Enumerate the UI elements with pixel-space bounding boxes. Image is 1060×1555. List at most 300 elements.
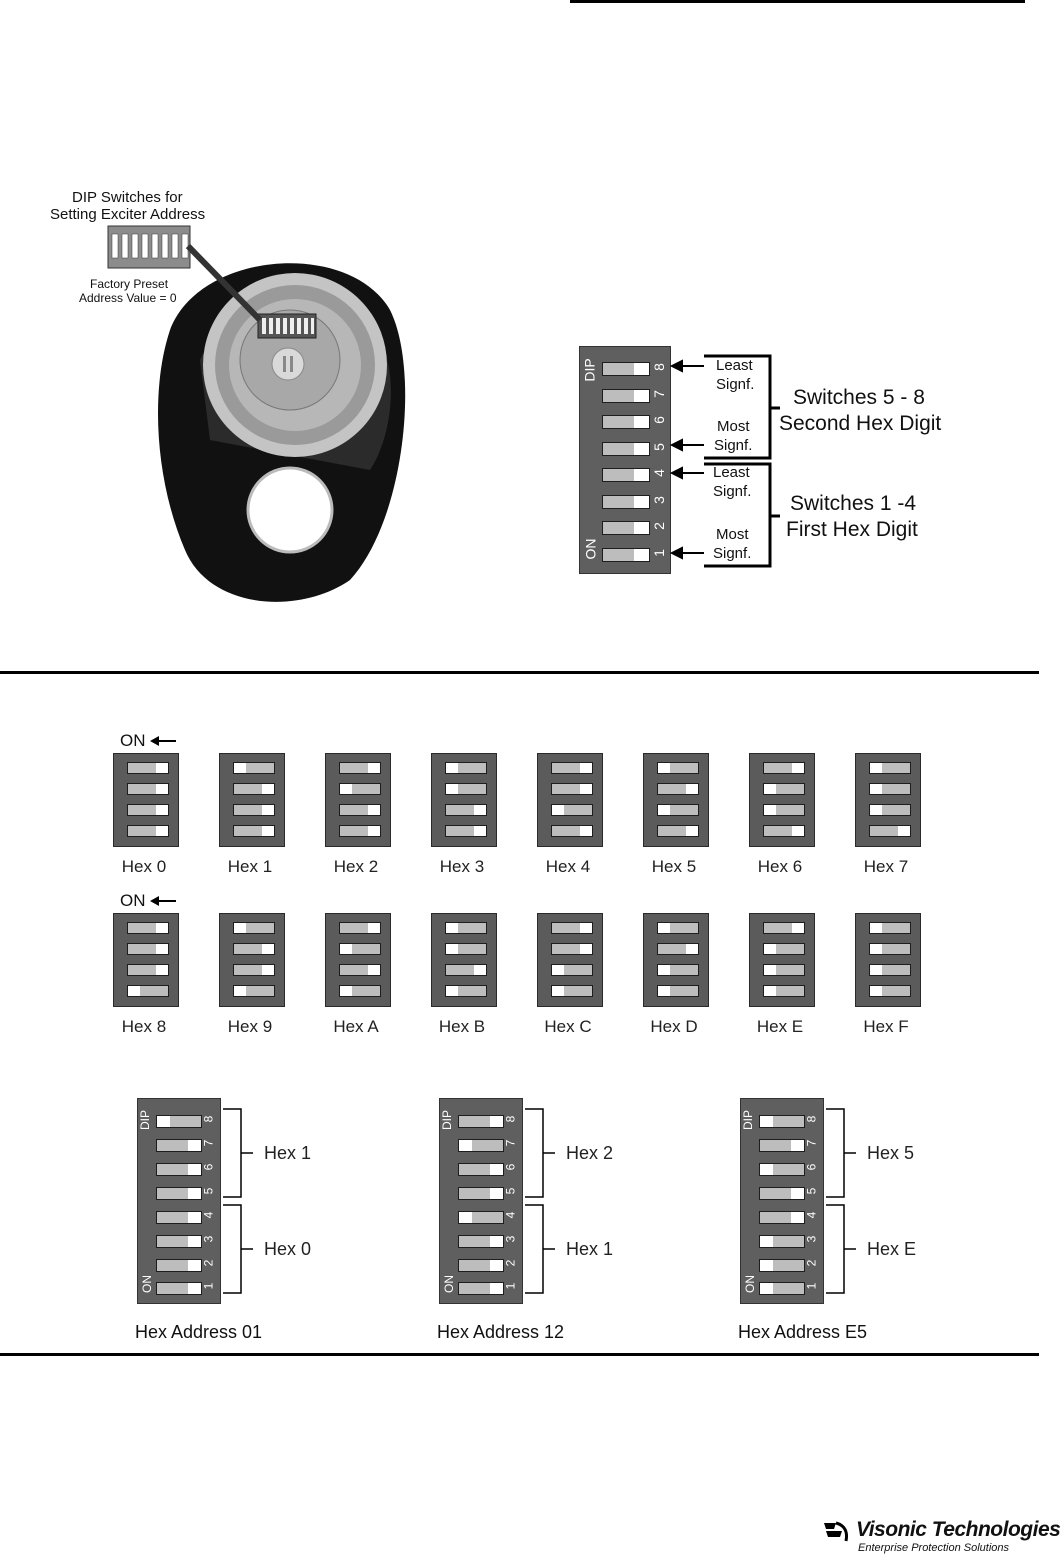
hex-switch-knob — [234, 986, 246, 996]
dip-label: DIP — [581, 358, 598, 382]
lower-most-line2: Signf. — [713, 545, 752, 562]
hex-switch-box — [113, 753, 179, 847]
hex-switch-slot — [869, 943, 911, 955]
hex-switch-knob — [792, 826, 804, 836]
on-arrow-icon-row1 — [150, 734, 178, 748]
hex-switch-knob — [262, 944, 274, 954]
example-switch-number: 8 — [503, 1115, 518, 1123]
hex-switch-slot — [869, 825, 911, 837]
hex-switch-box — [325, 753, 391, 847]
dip-switch-number: 4 — [650, 469, 667, 477]
example-switch-number: 6 — [804, 1163, 819, 1171]
example-switch-number: 6 — [503, 1163, 518, 1171]
hex-switch-box — [855, 753, 921, 847]
hex-switch-box — [325, 913, 391, 1007]
hex-switch-knob — [658, 923, 670, 933]
example-switch-slot — [156, 1211, 202, 1224]
hex-switch-knob — [368, 805, 380, 815]
hex-switch-slot — [339, 943, 381, 955]
hex-switch-knob — [658, 763, 670, 773]
example-switch-knob — [490, 1260, 503, 1271]
example-switch-slot — [458, 1115, 504, 1128]
hex-value-label: Hex B — [438, 1017, 486, 1036]
hex-switch-slot — [445, 964, 487, 976]
hex-switch-slot — [339, 985, 381, 997]
hex-switch-slot — [763, 783, 805, 795]
hex-switch-knob — [368, 826, 380, 836]
dip-switch-slot — [602, 468, 650, 482]
hex-switch-slot — [869, 762, 911, 774]
example-switch-number: 5 — [503, 1187, 518, 1195]
example-on-label: ON — [743, 1275, 757, 1293]
example-switch-knob — [490, 1188, 503, 1199]
example-switch-number: 4 — [201, 1211, 216, 1219]
example-switch-knob — [188, 1212, 201, 1223]
example-switch-knob — [188, 1188, 201, 1199]
hex-switch-knob — [870, 986, 882, 996]
hex-switch-knob — [262, 965, 274, 975]
dip-switch-number: 5 — [650, 443, 667, 451]
dip-switch-number: 3 — [650, 496, 667, 504]
example-switch-knob — [791, 1188, 804, 1199]
dip-switch-knob — [634, 496, 649, 508]
hex-switch-slot — [233, 825, 275, 837]
dip-switch-number: 8 — [650, 363, 667, 371]
dip-switch-slot — [602, 362, 650, 376]
hex-switch-knob — [156, 763, 168, 773]
dip-switch-knob — [634, 549, 649, 561]
hex-switch-slot — [657, 922, 699, 934]
example-switch-number: 3 — [804, 1235, 819, 1243]
lower-least-line1: Least — [713, 464, 750, 481]
example-switch-slot — [759, 1115, 805, 1128]
example-switch-slot — [458, 1187, 504, 1200]
example-caption: Hex Address 12 — [437, 1322, 565, 1342]
example-switch-number: 8 — [201, 1115, 216, 1123]
example-switch-knob — [791, 1212, 804, 1223]
hex-switch-slot — [339, 762, 381, 774]
hex-switch-slot — [339, 804, 381, 816]
hex-switch-slot — [445, 943, 487, 955]
hex-switch-box — [219, 913, 285, 1007]
dip-switch-number: 7 — [650, 390, 667, 398]
example-switch-slot — [458, 1259, 504, 1272]
example-switch-number: 2 — [201, 1259, 216, 1267]
hex-value-label: Hex 2 — [333, 857, 379, 876]
hex-switch-slot — [869, 985, 911, 997]
hex-switch-slot — [127, 943, 169, 955]
hex-switch-slot — [339, 922, 381, 934]
hex-switch-slot — [233, 783, 275, 795]
hex-switch-slot — [445, 762, 487, 774]
hex-switch-knob — [446, 784, 458, 794]
example-switch-number: 5 — [804, 1187, 819, 1195]
footer-brand: Visonic Technologies — [856, 1518, 1060, 1541]
hex-switch-slot — [233, 943, 275, 955]
hex-value-label: Hex 5 — [651, 857, 697, 876]
hex-switch-box — [431, 913, 497, 1007]
example-switch-slot — [759, 1187, 805, 1200]
hex-switch-knob — [262, 805, 274, 815]
hex-switch-knob — [156, 826, 168, 836]
hex-switch-knob — [156, 944, 168, 954]
hex-switch-knob — [792, 763, 804, 773]
example-switch-knob — [760, 1236, 773, 1247]
hex-switch-knob — [446, 923, 458, 933]
hex-value-label: Hex 8 — [121, 1017, 167, 1036]
top-rule — [570, 0, 1025, 3]
hex-switch-slot — [339, 964, 381, 976]
hex-switch-box — [537, 753, 603, 847]
hex-switch-slot — [551, 943, 593, 955]
hex-switch-knob — [580, 826, 592, 836]
hex-switch-knob — [552, 965, 564, 975]
hex-switch-slot — [127, 922, 169, 934]
example-switch-slot — [458, 1139, 504, 1152]
hex-switch-knob — [156, 805, 168, 815]
lower-group-line2: First Hex Digit — [786, 518, 918, 541]
example-switch-number: 2 — [503, 1259, 518, 1267]
example-switch-slot — [156, 1282, 202, 1295]
hex-switch-knob — [792, 923, 804, 933]
hex-switch-knob — [686, 826, 698, 836]
hex-switch-slot — [445, 783, 487, 795]
example-switch-slot — [759, 1282, 805, 1295]
hex-switch-slot — [869, 804, 911, 816]
example-switch-slot — [458, 1282, 504, 1295]
section-rule-1 — [0, 671, 1039, 674]
example-switch-slot — [759, 1235, 805, 1248]
hex-switch-knob — [234, 923, 246, 933]
hex-switch-knob — [580, 923, 592, 933]
example-switch-knob — [791, 1140, 804, 1151]
hex-switch-slot — [445, 985, 487, 997]
hex-value-label: Hex 6 — [757, 857, 803, 876]
example-switch-slot — [759, 1139, 805, 1152]
hex-switch-slot — [233, 922, 275, 934]
dip-switch-knob — [634, 443, 649, 455]
hex-switch-box — [537, 913, 603, 1007]
example-bracket — [826, 1107, 860, 1297]
example-switch-slot — [759, 1163, 805, 1176]
upper-group-line1: Switches 5 - 8 — [793, 386, 925, 409]
hex-switch-box — [113, 913, 179, 1007]
example-switch-slot — [458, 1235, 504, 1248]
hex-on-label-row2: ON — [120, 891, 146, 910]
example-dip-label: DIP — [138, 1109, 153, 1131]
upper-group-line2: Second Hex Digit — [779, 412, 942, 435]
example-bracket — [223, 1107, 257, 1297]
hex-switch-box — [643, 913, 709, 1007]
hex-switch-knob — [764, 944, 776, 954]
example-switch-knob — [490, 1236, 503, 1247]
hex-value-label: Hex E — [756, 1017, 804, 1036]
dip-switch-slot — [602, 521, 650, 535]
hex-switch-knob — [870, 784, 882, 794]
hex-switch-knob — [870, 763, 882, 773]
example-lower-hex-label: Hex E — [867, 1239, 917, 1259]
example-caption: Hex Address E5 — [738, 1322, 868, 1342]
hex-switch-knob — [686, 944, 698, 954]
hex-switch-slot — [869, 922, 911, 934]
hex-switch-slot — [869, 964, 911, 976]
dip-switch-knob — [634, 363, 649, 375]
example-switch-knob — [490, 1116, 503, 1127]
hex-switch-slot — [551, 922, 593, 934]
example-switch-number: 3 — [201, 1235, 216, 1243]
example-switch-number: 7 — [503, 1139, 518, 1147]
example-upper-hex-label: Hex 1 — [264, 1143, 312, 1163]
example-switch-number: 1 — [503, 1282, 518, 1290]
hex-switch-knob — [898, 826, 910, 836]
hex-switch-slot — [339, 825, 381, 837]
hex-switch-slot — [233, 985, 275, 997]
example-switch-knob — [188, 1283, 201, 1294]
hex-switch-knob — [686, 784, 698, 794]
hex-switch-knob — [156, 923, 168, 933]
hex-switch-knob — [764, 805, 776, 815]
hex-switch-slot — [763, 943, 805, 955]
example-switch-knob — [188, 1164, 201, 1175]
on-arrow-icon-row2 — [150, 894, 178, 908]
hex-switch-knob — [870, 805, 882, 815]
hex-switch-slot — [763, 964, 805, 976]
hex-switch-knob — [552, 986, 564, 996]
hex-value-label: Hex 1 — [227, 857, 273, 876]
hex-value-label: Hex 4 — [545, 857, 591, 876]
example-switch-slot — [156, 1115, 202, 1128]
example-bracket — [525, 1107, 559, 1297]
hex-switch-slot — [657, 964, 699, 976]
hex-switch-knob — [446, 986, 458, 996]
hex-switch-slot — [551, 762, 593, 774]
dip-switch-number: 2 — [650, 522, 667, 530]
hex-switch-box — [749, 753, 815, 847]
example-switch-slot — [458, 1163, 504, 1176]
example-switch-knob — [157, 1116, 170, 1127]
hex-switch-slot — [233, 804, 275, 816]
example-switch-knob — [459, 1212, 472, 1223]
hex-switch-slot — [551, 825, 593, 837]
hex-switch-slot — [869, 783, 911, 795]
hex-switch-knob — [658, 986, 670, 996]
hex-switch-slot — [763, 804, 805, 816]
section-rule-2 — [0, 1353, 1039, 1356]
dip-switch-slot — [602, 415, 650, 429]
upper-least-line1: Least — [716, 357, 753, 374]
example-switch-number: 4 — [503, 1211, 518, 1219]
hex-value-label: Hex A — [333, 1017, 379, 1036]
example-on-label: ON — [442, 1275, 456, 1293]
hex-switch-knob — [658, 965, 670, 975]
example-switch-knob — [188, 1140, 201, 1151]
example-switch-number: 1 — [804, 1282, 819, 1290]
example-dip-label: DIP — [741, 1109, 756, 1131]
hex-switch-knob — [156, 965, 168, 975]
footer-tagline: Enterprise Protection Solutions — [858, 1542, 1010, 1554]
hex-value-label: Hex D — [650, 1017, 698, 1036]
hex-switch-box — [643, 753, 709, 847]
hex-switch-knob — [446, 763, 458, 773]
example-switch-number: 7 — [201, 1139, 216, 1147]
hex-switch-slot — [127, 985, 169, 997]
hex-switch-slot — [127, 804, 169, 816]
example-upper-hex-label: Hex 5 — [867, 1143, 915, 1163]
hex-switch-knob — [156, 784, 168, 794]
example-switch-slot — [156, 1187, 202, 1200]
dip-switch-slot — [602, 548, 650, 562]
example-switch-slot — [156, 1139, 202, 1152]
hex-switch-knob — [340, 986, 352, 996]
dip-switch-number: 1 — [650, 549, 667, 557]
hex-value-label: Hex 0 — [121, 857, 167, 876]
example-switch-number: 7 — [804, 1139, 819, 1147]
example-switch-slot — [759, 1211, 805, 1224]
hex-switch-slot — [233, 964, 275, 976]
hex-value-label: Hex 9 — [227, 1017, 273, 1036]
hex-switch-knob — [764, 986, 776, 996]
dip-switch-slot — [602, 389, 650, 403]
lower-most-line1: Most — [716, 526, 749, 543]
hex-switch-knob — [368, 923, 380, 933]
exciter-title-line1: DIP Switches for — [72, 189, 183, 206]
dip-switch-knob — [634, 416, 649, 428]
hex-switch-slot — [657, 943, 699, 955]
visonic-logo-icon — [822, 1521, 850, 1543]
example-dip-label: DIP — [440, 1109, 455, 1131]
example-switch-slot — [156, 1235, 202, 1248]
example-on-label: ON — [140, 1275, 154, 1293]
example-switch-slot — [759, 1259, 805, 1272]
dip-switch-slot — [602, 442, 650, 456]
example-switch-number: 1 — [201, 1282, 216, 1290]
hex-switch-knob — [580, 763, 592, 773]
hex-switch-knob — [340, 944, 352, 954]
example-switch-slot — [458, 1211, 504, 1224]
example-switch-number: 6 — [201, 1163, 216, 1171]
example-switch-slot — [156, 1163, 202, 1176]
hex-switch-slot — [551, 985, 593, 997]
hex-switch-knob — [474, 965, 486, 975]
hex-on-label-row1: ON — [120, 731, 146, 750]
hex-switch-knob — [368, 763, 380, 773]
upper-most-line1: Most — [717, 418, 750, 435]
hex-switch-knob — [764, 965, 776, 975]
hex-value-label: Hex 7 — [863, 857, 909, 876]
exciter-title-line2: Setting Exciter Address — [50, 206, 206, 223]
example-switch-knob — [188, 1236, 201, 1247]
hex-switch-knob — [128, 986, 140, 996]
hex-switch-knob — [658, 805, 670, 815]
hex-switch-slot — [657, 762, 699, 774]
example-switch-knob — [490, 1283, 503, 1294]
preset-line1: Factory Preset — [90, 277, 169, 291]
preset-line2: Address Value = 0 — [79, 291, 177, 305]
hex-switch-slot — [763, 825, 805, 837]
hex-switch-slot — [127, 825, 169, 837]
hex-switch-slot — [657, 804, 699, 816]
hex-switch-box — [855, 913, 921, 1007]
lower-least-line2: Signf. — [713, 483, 752, 500]
hex-switch-knob — [234, 763, 246, 773]
hex-switch-box — [749, 913, 815, 1007]
hex-switch-knob — [764, 784, 776, 794]
example-switch-number: 8 — [804, 1115, 819, 1123]
dip-switch-slot — [602, 495, 650, 509]
hex-switch-slot — [127, 783, 169, 795]
lower-group-line1: Switches 1 -4 — [790, 492, 917, 515]
hex-switch-slot — [763, 922, 805, 934]
hex-switch-knob — [262, 784, 274, 794]
hex-switch-box — [431, 753, 497, 847]
hex-switch-slot — [657, 985, 699, 997]
hex-value-label: Hex C — [544, 1017, 592, 1036]
upper-least-line2: Signf. — [716, 376, 755, 393]
example-switch-number: 3 — [503, 1235, 518, 1243]
hex-switch-knob — [552, 805, 564, 815]
hex-switch-slot — [445, 825, 487, 837]
example-switch-number: 2 — [804, 1259, 819, 1267]
hex-value-label: Hex F — [863, 1017, 909, 1036]
example-switch-knob — [760, 1283, 773, 1294]
dip-switch-knob — [634, 469, 649, 481]
hex-switch-knob — [870, 923, 882, 933]
example-caption: Hex Address 01 — [135, 1322, 263, 1342]
hex-switch-knob — [262, 826, 274, 836]
example-switch-number: 4 — [804, 1211, 819, 1219]
hex-switch-slot — [763, 762, 805, 774]
dip-switch-number: 6 — [650, 416, 667, 424]
hex-switch-knob — [580, 944, 592, 954]
hex-switch-knob — [474, 805, 486, 815]
example-upper-hex-label: Hex 2 — [566, 1143, 614, 1163]
example-switch-knob — [459, 1140, 472, 1151]
example-switch-number: 5 — [201, 1187, 216, 1195]
hex-switch-slot — [657, 783, 699, 795]
on-label: ON — [582, 538, 599, 560]
upper-most-line2: Signf. — [714, 437, 753, 454]
hex-switch-knob — [474, 826, 486, 836]
hex-switch-slot — [551, 783, 593, 795]
dip-switch-knob — [634, 522, 649, 534]
hex-switch-knob — [340, 784, 352, 794]
hex-switch-knob — [446, 944, 458, 954]
hex-switch-slot — [339, 783, 381, 795]
hex-switch-knob — [580, 784, 592, 794]
example-switch-knob — [188, 1260, 201, 1271]
hex-value-label: Hex 3 — [439, 857, 485, 876]
hex-switch-knob — [368, 965, 380, 975]
hex-switch-slot — [551, 804, 593, 816]
example-switch-knob — [760, 1164, 773, 1175]
example-switch-knob — [760, 1260, 773, 1271]
dip-switch-knob — [634, 390, 649, 402]
hex-switch-knob — [870, 944, 882, 954]
example-lower-hex-label: Hex 0 — [264, 1239, 312, 1259]
hex-switch-box — [219, 753, 285, 847]
hex-switch-slot — [233, 762, 275, 774]
hex-switch-slot — [445, 922, 487, 934]
hex-switch-slot — [127, 964, 169, 976]
example-switch-knob — [490, 1164, 503, 1175]
hex-switch-knob — [870, 965, 882, 975]
hex-switch-slot — [127, 762, 169, 774]
example-switch-knob — [760, 1116, 773, 1127]
hex-switch-slot — [551, 964, 593, 976]
example-switch-slot — [156, 1259, 202, 1272]
hex-switch-slot — [657, 825, 699, 837]
example-lower-hex-label: Hex 1 — [566, 1239, 614, 1259]
